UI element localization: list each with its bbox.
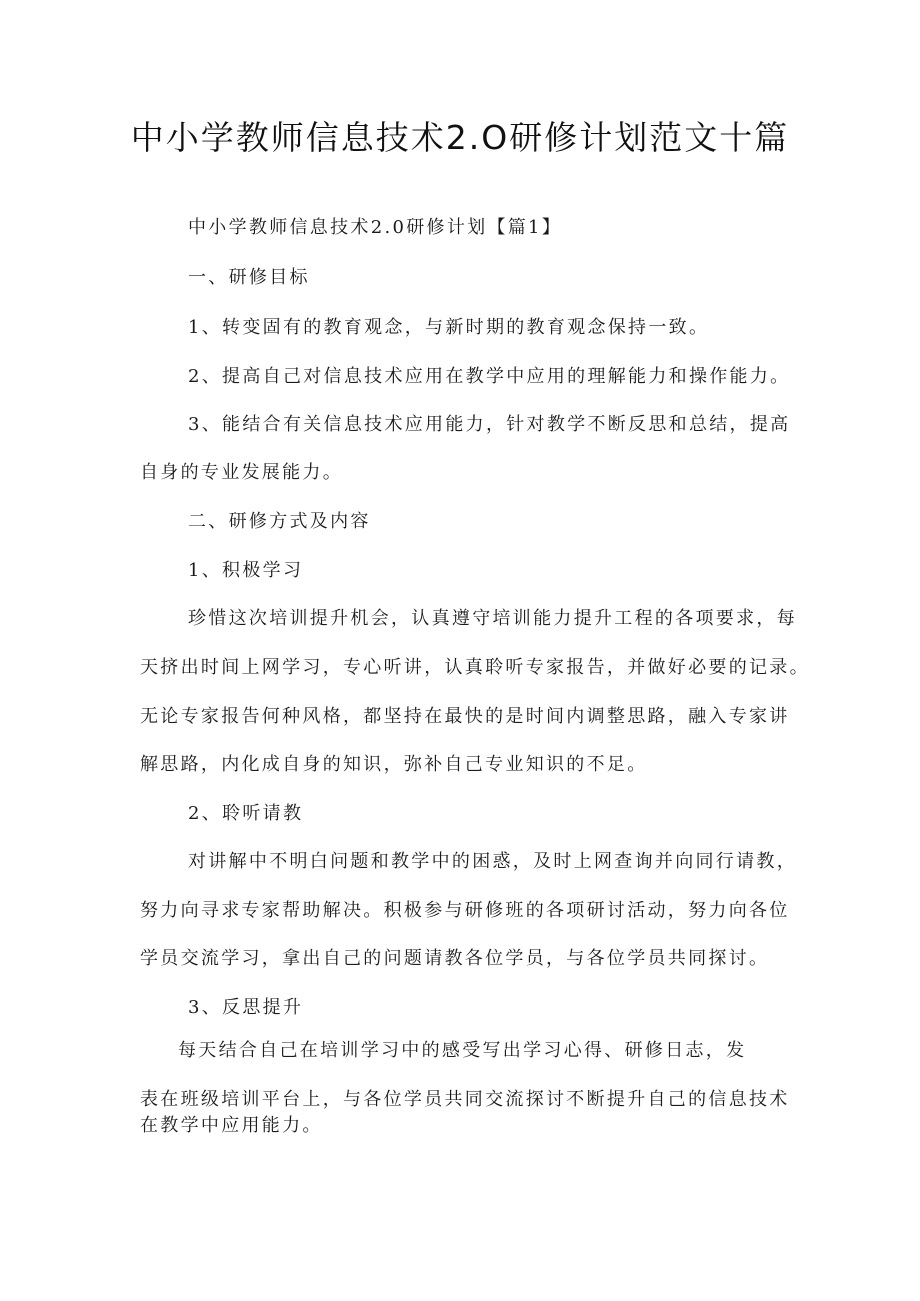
paragraph-active-learning-line-1: 珍惜这次培训提升机会，认真遵守培训能力提升工程的各项要求，每 bbox=[188, 608, 797, 629]
goal-item-3-continued: 自身的专业发展能力。 bbox=[140, 462, 343, 483]
goal-item-3: 3、能结合有关信息技术应用能力，针对教学不断反思和总结，提高 bbox=[188, 414, 791, 435]
subheading-active-learning: 1、积极学习 bbox=[188, 560, 304, 581]
subheading-reflect-improve: 3、反思提升 bbox=[188, 997, 304, 1018]
goal-item-2: 2、提高自己对信息技术应用在教学中应用的理解能力和操作能力。 bbox=[188, 366, 791, 387]
subheading-listen-consult: 2、聆听请教 bbox=[188, 803, 304, 824]
paragraph-reflect-line-2: 表在班级培训平台上，与各位学员共同交流探讨不断提升自己的信息技术 bbox=[140, 1089, 790, 1110]
paragraph-reflect-line-1: 每天结合自己在培训学习中的感受写出学习心得、研修日志，发 bbox=[178, 1040, 747, 1061]
section-heading-article-1: 中小学教师信息技术2.0研修计划【篇1】 bbox=[188, 217, 563, 238]
paragraph-active-learning-line-4: 解思路，内化成自身的知识，弥补自己专业知识的不足。 bbox=[140, 754, 648, 775]
paragraph-listen-consult-line-3: 学员交流学习，拿出自己的问题请教各位学员，与各位学员共同探讨。 bbox=[140, 948, 770, 969]
goal-item-1: 1、转变固有的教育观念，与新时期的教育观念保持一致。 bbox=[188, 317, 710, 338]
paragraph-reflect-line-3: 在教学中应用能力。 bbox=[140, 1115, 323, 1136]
paragraph-listen-consult-line-1: 对讲解中不明白问题和教学中的困惑，及时上网查询并向同行请教， bbox=[188, 851, 797, 872]
paragraph-listen-consult-line-2: 努力向寻求专家帮助解决。积极参与研修班的各项研讨活动，努力向各位 bbox=[140, 900, 790, 921]
heading-methods-content: 二、研修方式及内容 bbox=[188, 511, 371, 532]
document-title: 中小学教师信息技术2.O研修计划范文十篇 bbox=[130, 118, 790, 157]
paragraph-active-learning-line-3: 无论专家报告何种风格，都坚持在最快的是时间内调整思路，融入专家讲 bbox=[140, 706, 790, 727]
paragraph-active-learning-line-2: 天挤出时间上网学习，专心听讲，认真聆听专家报告，并做好必要的记录。 bbox=[140, 657, 810, 678]
heading-research-goals: 一、研修目标 bbox=[188, 267, 310, 288]
